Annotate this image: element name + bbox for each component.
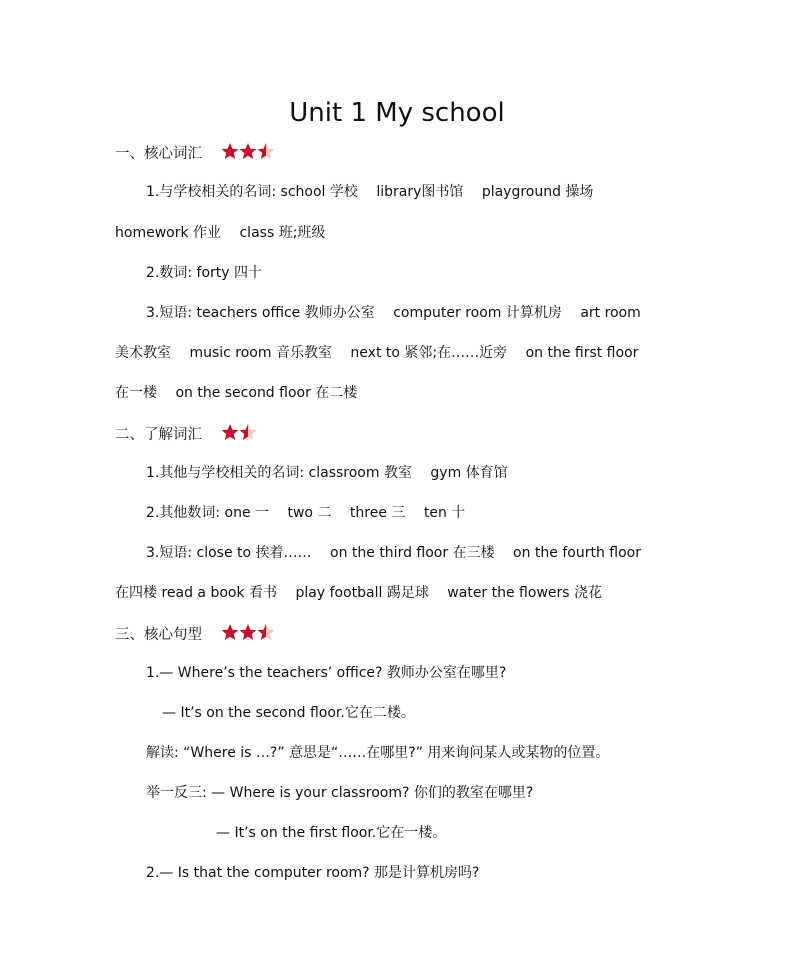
text-line: [146, 303, 641, 323]
text-segment: playground 操场: [481, 184, 594, 200]
text-line: [115, 223, 325, 243]
text-segment: 解读: “Where is …?” 意思是“……在哪里?” 用来询问某人或某物的位置。: [146, 745, 610, 761]
text-line: [162, 703, 415, 723]
text-segment: ten 十: [423, 505, 466, 521]
text-segment: computer room 计算机房: [393, 305, 562, 321]
rating-stars: [221, 142, 275, 166]
text-segment: on the first floor: [525, 345, 639, 361]
text-line: [115, 383, 357, 403]
text-segment: on the fourth floor: [513, 545, 641, 561]
section-heading-core-sentences: [115, 623, 275, 643]
text-line: [146, 863, 479, 883]
text-line: [146, 783, 533, 803]
text-segment: 在四楼 read a book 看书: [115, 585, 278, 601]
text-segment: — It’s on the first floor.它在一楼。: [216, 825, 447, 841]
star-icon: [221, 142, 239, 160]
text-line: [115, 343, 638, 363]
text-line: [115, 583, 602, 603]
text-segment: class 班;班级: [239, 225, 326, 241]
text-segment: music room 音乐教室: [189, 345, 332, 361]
text-segment: play football 踢足球: [295, 585, 429, 601]
text-segment: 2.— Is that the computer room? 那是计算机房吗?: [146, 865, 480, 881]
text-segment: on the third floor 在三楼: [330, 545, 495, 561]
text-line: [146, 182, 593, 202]
text-segment: 2.其他数词: one 一: [146, 505, 270, 521]
section-label: 一、核心词汇: [115, 146, 202, 162]
star-icon: [221, 423, 239, 441]
text-segment: two 二: [287, 505, 332, 521]
text-segment: water the flowers 浇花: [447, 585, 603, 601]
text-line: [146, 543, 641, 563]
text-segment: 1.— Where’s the teachers’ office? 教师办公室在哪里?: [146, 665, 507, 681]
text-line: [146, 463, 508, 483]
text-line: [146, 743, 609, 763]
text-segment: on the second floor 在二楼: [175, 385, 358, 401]
text-segment: 在一楼: [115, 385, 157, 401]
page-title: Unit 1 My school: [289, 98, 505, 128]
star-icon: [221, 623, 239, 641]
text-line: [146, 263, 262, 283]
text-segment: gym 体育馆: [430, 465, 508, 481]
text-line: [146, 503, 465, 523]
text-line: [146, 663, 506, 683]
half-star-icon: [257, 142, 275, 160]
text-segment: library图书馆: [376, 184, 464, 200]
text-segment: — It’s on the second floor.它在二楼。: [162, 705, 415, 721]
text-segment: three 三: [349, 505, 406, 521]
text-segment: 1.其他与学校相关的名词: classroom 教室: [146, 465, 412, 481]
section-label: 二、了解词汇: [115, 427, 202, 443]
text-segment: 美术教室: [115, 345, 171, 361]
text-segment: 2.数词: forty 四十: [146, 265, 262, 281]
text-segment: next to 紧邻;在……近旁: [350, 345, 508, 361]
half-star-icon: [257, 623, 275, 641]
text-line: [216, 823, 446, 843]
text-segment: 3.短语: close to 挨着……: [146, 545, 312, 561]
section-heading-core-vocabulary: [115, 142, 275, 162]
text-segment: 3.短语: teachers office 教师办公室: [146, 305, 375, 321]
rating-stars: [221, 623, 275, 647]
star-icon: [239, 623, 257, 641]
section-heading-extra-vocabulary: [115, 423, 257, 443]
text-segment: art room: [580, 305, 641, 321]
half-star-icon: [239, 423, 257, 441]
text-segment: homework 作业: [115, 225, 222, 241]
text-segment: 举一反三: — Where is your classroom? 你们的教室在哪里?: [146, 785, 534, 801]
rating-stars: [221, 423, 257, 447]
text-segment: 1.与学校相关的名词: school 学校: [146, 184, 358, 200]
section-label: 三、核心句型: [115, 627, 202, 643]
star-icon: [239, 142, 257, 160]
